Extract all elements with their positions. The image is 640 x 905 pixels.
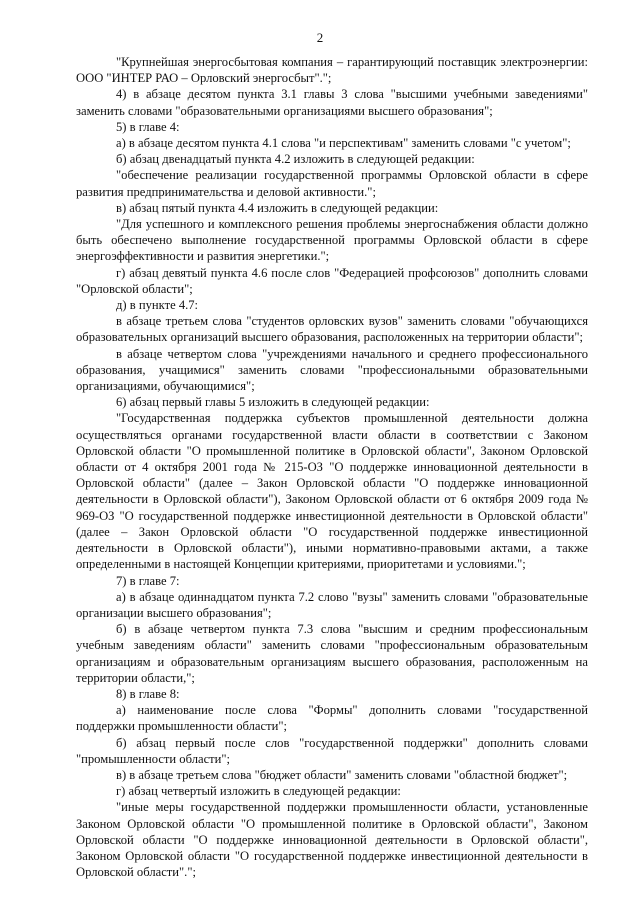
paragraph: "иные меры государственной поддержки промышленности области, установленные Законом Орловской области "О промышленной политике в Орловской области", Законом Орловской области "О поддержке инновационной деятельности в Орловской области", Законом Орловской области "О государственной поддержке инвестиционной деятельности в Орловской области"."; bbox=[76, 800, 588, 880]
paragraph: в абзаце четвертом слова "учреждениями начального и среднего профессионального образования, учащимися" заменить словами "профессиональными образовательными организациями, обучающимися"; bbox=[76, 346, 588, 394]
paragraph: в) в абзаце третьем слова "бюджет области" заменить словами "областной бюджет"; bbox=[116, 767, 568, 782]
paragraph: в) абзац пятый пункта 4.4 изложить в следующей редакции: bbox=[116, 200, 439, 215]
paragraph: б) абзац двенадцатый пункта 4.2 изложить в следующей редакции: bbox=[116, 152, 475, 167]
paragraph: а) наименование после слова "Формы" дополнить словами "государственной поддержки промышленности области"; bbox=[76, 703, 588, 734]
paragraph: д) в пункте 4.7: bbox=[116, 298, 199, 313]
paragraph: б) абзац первый после слов "государственной поддержки" дополнить словами "промышленности области"; bbox=[76, 735, 588, 766]
page-number: 2 bbox=[316, 30, 324, 45]
paragraph: г) абзац девятый пункта 4.6 после слов "Федерацией профсоюзов" дополнить словами "Орловской области"; bbox=[76, 265, 588, 296]
document-body bbox=[76, 54, 588, 880]
paragraph: а) в абзаце одиннадцатом пункта 7.2 слово "вузы" заменить словами "образовательные организации высшего образования"; bbox=[76, 589, 588, 620]
paragraph: в абзаце третьем слова "студентов орловских вузов" заменить словами "обучающихся образовательных организаций высшего образования, расположенных на территории области"; bbox=[76, 314, 588, 345]
paragraph: 7) в главе 7: bbox=[116, 573, 180, 588]
paragraph: "Государственная поддержка субъектов промышленной деятельности должна осуществляться органами государственной власти области в соответствии с Законом Орловской области "О промышленной политике в Орловской области", Законом Орловской области от 4 октября 2001 года № 215-ОЗ "О поддержке инновационной деятельности в Орловской области" (далее – Закон Орловской области "О поддержке инновационной деятельности в Орловской области"), Законом Орловской области от 6 октября 2009 года № 969-ОЗ "О государственной поддержке инвестиционной деятельности в Орловской области" (далее – Закон Орловской области "О государственной поддержке инвестиционной деятельности в Орловской области"), иными нормативно-правовыми актами, а также определенными в настоящей Концепции критериями, приоритетами и условиями."; bbox=[76, 411, 588, 572]
paragraph: 6) абзац первый главы 5 изложить в следующей редакции: bbox=[116, 395, 430, 410]
paragraph: "обеспечение реализации государственной программы Орловской области в сфере развития предпринимательства и деловой активности."; bbox=[76, 168, 588, 199]
paragraph: а) в абзаце десятом пункта 4.1 слова "и перспективам" заменить словами "с учетом"; bbox=[116, 136, 571, 151]
paragraph: "Для успешного и комплексного решения проблемы энергоснабжения области должно быть обеспечено выполнение государственной программы Орловской области в сфере энергоэффективности и развития энергетики."; bbox=[76, 217, 588, 264]
paragraph: 5) в главе 4: bbox=[116, 119, 180, 134]
paragraph: 8) в главе 8: bbox=[116, 686, 180, 701]
paragraph: б) в абзаце четвертом пункта 7.3 слова "высшим и средним профессиональным учебным заведениям области" заменить словами "профессиональным образовательным организациям и образовательным организациям высшего образования, расположенным на территории области,"; bbox=[76, 622, 588, 685]
paragraph: 4) в абзаце десятом пункта 3.1 главы 3 слова "высшими учебными заведениями" заменить словами "образовательными организациями высшего образования"; bbox=[76, 87, 588, 118]
paragraph: "Крупнейшая энергосбытовая компания – гарантирующий поставщик электроэнергии: ООО "ИНТЕР РАО – Орловский энергосбыт"."; bbox=[76, 55, 588, 86]
paragraph: г) абзац четвертый изложить в следующей редакции: bbox=[116, 784, 401, 799]
